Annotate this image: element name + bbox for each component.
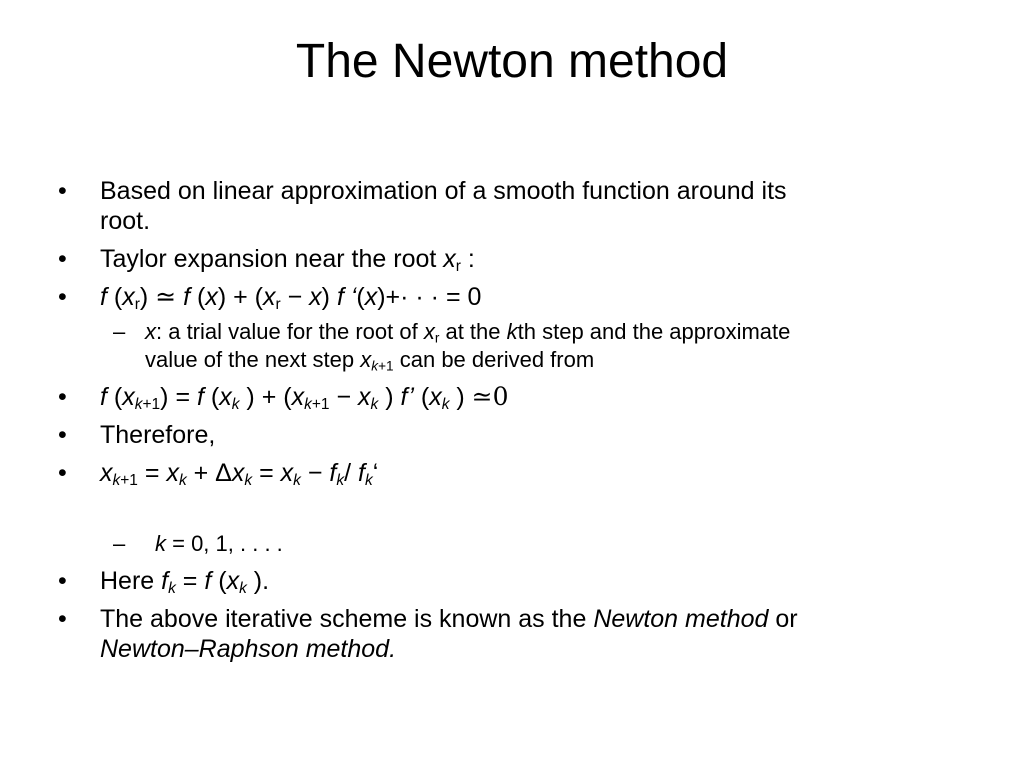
math-sub <box>244 472 252 489</box>
math-var: x <box>231 459 245 487</box>
math-sub: r <box>455 257 461 275</box>
emphasis-text: Newton method <box>593 605 769 633</box>
math-sub <box>365 472 373 489</box>
math-text: ) + ( <box>217 283 263 311</box>
math-sub-var: k <box>304 395 312 413</box>
bullet-icon: • <box>58 283 67 311</box>
emphasis-text: Newton–Raphson method. <box>100 635 397 663</box>
math-text: ‘ <box>372 459 379 487</box>
bullet-item-therefore <box>58 420 958 450</box>
math-sub-text: +1 <box>142 395 161 413</box>
math-sub <box>304 396 329 413</box>
math-var: x <box>122 383 135 411</box>
math-var: x <box>166 459 179 487</box>
math-var: x <box>443 245 456 273</box>
sub-bullet-text: th step and the approximate <box>517 319 791 344</box>
math-sub-var: k <box>441 395 450 413</box>
bullet-text: The above iterative scheme is known as the <box>100 605 594 633</box>
math-var: f <box>100 283 107 311</box>
approx-symbol: ≃ <box>155 283 177 311</box>
math-var: x <box>100 459 113 487</box>
math-text: + Δ <box>186 459 232 487</box>
math-var: f <box>204 567 212 595</box>
math-sub <box>168 580 176 597</box>
math-var: x <box>122 283 135 311</box>
math-text: ) = <box>160 383 197 411</box>
dash-icon: – <box>113 531 126 556</box>
math-var: x <box>205 283 218 311</box>
math-sub-var: k <box>112 471 121 489</box>
approx-zero: ≃0 <box>471 382 509 411</box>
math-text: ( <box>106 283 123 311</box>
slide-title: The Newton method <box>295 35 729 88</box>
math-sub-var: k <box>370 395 379 413</box>
bullet-item-linear-approximation <box>58 176 958 206</box>
math-var: f <box>197 383 204 411</box>
bullet-text: or <box>768 605 798 633</box>
math-var: x <box>219 383 232 411</box>
math-var: f <box>329 459 337 487</box>
math-var: x <box>280 459 294 487</box>
math-var: x <box>429 383 442 411</box>
math-var: x <box>262 283 276 311</box>
math-text: ( <box>211 567 227 595</box>
math-text: / <box>344 459 358 487</box>
bullet-text: Here <box>100 567 162 595</box>
math-sub <box>135 396 160 413</box>
math-var: x <box>423 319 435 344</box>
math-sub-var: k <box>336 471 345 489</box>
math-var: f <box>358 459 365 487</box>
bullet-text: root. <box>100 207 151 235</box>
bullet-text: Therefore, <box>100 421 216 449</box>
math-var: f <box>100 383 107 411</box>
math-sub-text: +1 <box>378 358 394 374</box>
math-var: x <box>309 283 322 311</box>
bullet-item-here-fk <box>58 566 958 596</box>
sub-bullet-text: can be derived from <box>393 347 595 372</box>
math-text: ( <box>356 283 365 311</box>
sub-bullet-k-values <box>58 530 958 558</box>
sub-bullet-text: value of the next step <box>145 347 361 372</box>
math-var: k <box>506 319 518 344</box>
bullet-text: : <box>460 245 475 273</box>
bullet-item-linearization <box>58 382 958 412</box>
sub-bullet-continuation <box>58 346 958 374</box>
bullet-text: Taylor expansion near the root <box>100 245 444 273</box>
math-var: f’ <box>400 383 414 411</box>
math-var: x <box>291 383 305 411</box>
math-text: ( <box>203 383 220 411</box>
sub-bullet-text: at the <box>439 319 507 344</box>
bullet-item-iterative-scheme <box>58 604 958 634</box>
sub-bullet-text: = 0, 1, . . . . <box>166 531 283 556</box>
math-sub-var: k <box>239 579 247 597</box>
math-sub-var: k <box>293 471 301 489</box>
bullet-text: Based on linear approximation of a smooth function around its <box>100 177 787 205</box>
bullet-list <box>58 176 958 664</box>
bullet-item-continuation <box>58 206 958 236</box>
math-text: = <box>175 567 205 595</box>
sub-bullet-text: : a trial value for the root of <box>156 319 424 344</box>
bullet-item-newton-update <box>58 458 958 488</box>
math-var: f <box>161 567 169 595</box>
math-sub <box>239 580 247 597</box>
math-sub-var: k <box>244 471 253 489</box>
math-sub: r <box>434 330 440 346</box>
math-text: − <box>300 459 330 487</box>
math-text: ) <box>449 383 472 411</box>
bullet-icon: • <box>58 459 67 487</box>
math-text: ) <box>321 283 337 311</box>
math-sub <box>113 472 138 489</box>
math-sub-var: k <box>371 358 379 374</box>
math-var: k <box>155 531 166 556</box>
math-sub: r <box>134 295 140 313</box>
math-var: x <box>364 283 378 311</box>
dash-icon: – <box>113 319 126 344</box>
math-var: f ‘ <box>336 283 357 311</box>
math-var: f <box>176 283 191 311</box>
bullet-icon: • <box>58 421 67 449</box>
math-sub <box>371 358 393 373</box>
bullet-item-continuation <box>58 634 958 664</box>
math-sub-var: k <box>231 395 240 413</box>
math-sub-text: +1 <box>120 471 138 489</box>
bullet-icon: • <box>58 383 67 411</box>
math-var: x <box>358 383 371 411</box>
math-sub <box>293 472 301 489</box>
math-text: − <box>280 283 310 311</box>
math-var: x <box>360 347 372 372</box>
math-sub-var: k <box>168 579 176 597</box>
math-text: ( <box>413 383 430 411</box>
math-sub-var: k <box>178 471 187 489</box>
math-var: x <box>145 319 156 344</box>
bullet-item-taylor-expansion <box>58 244 958 274</box>
sub-bullet-trial-value <box>58 318 958 346</box>
bullet-icon: • <box>58 567 67 595</box>
sub-bullet-pad <box>145 531 155 556</box>
math-text: ). <box>246 567 270 595</box>
math-text: = <box>252 459 281 487</box>
bullet-icon: • <box>58 177 67 205</box>
bullet-icon: • <box>58 245 67 273</box>
math-text: = <box>137 459 167 487</box>
math-text: − <box>329 383 359 411</box>
math-text: )+· · · = 0 <box>377 283 482 311</box>
math-text: ( <box>106 383 123 411</box>
math-text: ( <box>190 283 206 311</box>
math-text: ) <box>378 383 401 411</box>
math-sub-var: k <box>134 395 143 413</box>
math-var: x <box>226 567 240 595</box>
math-text: ) + ( <box>239 383 292 411</box>
math-text: ) <box>139 283 156 311</box>
math-sub: r <box>275 295 281 313</box>
bullet-item-taylor-formula <box>58 282 958 312</box>
math-sub <box>336 472 344 489</box>
math-sub-var: k <box>364 471 373 489</box>
math-sub-text: +1 <box>311 395 330 413</box>
math-sub <box>179 472 187 489</box>
bullet-icon: • <box>58 605 67 633</box>
